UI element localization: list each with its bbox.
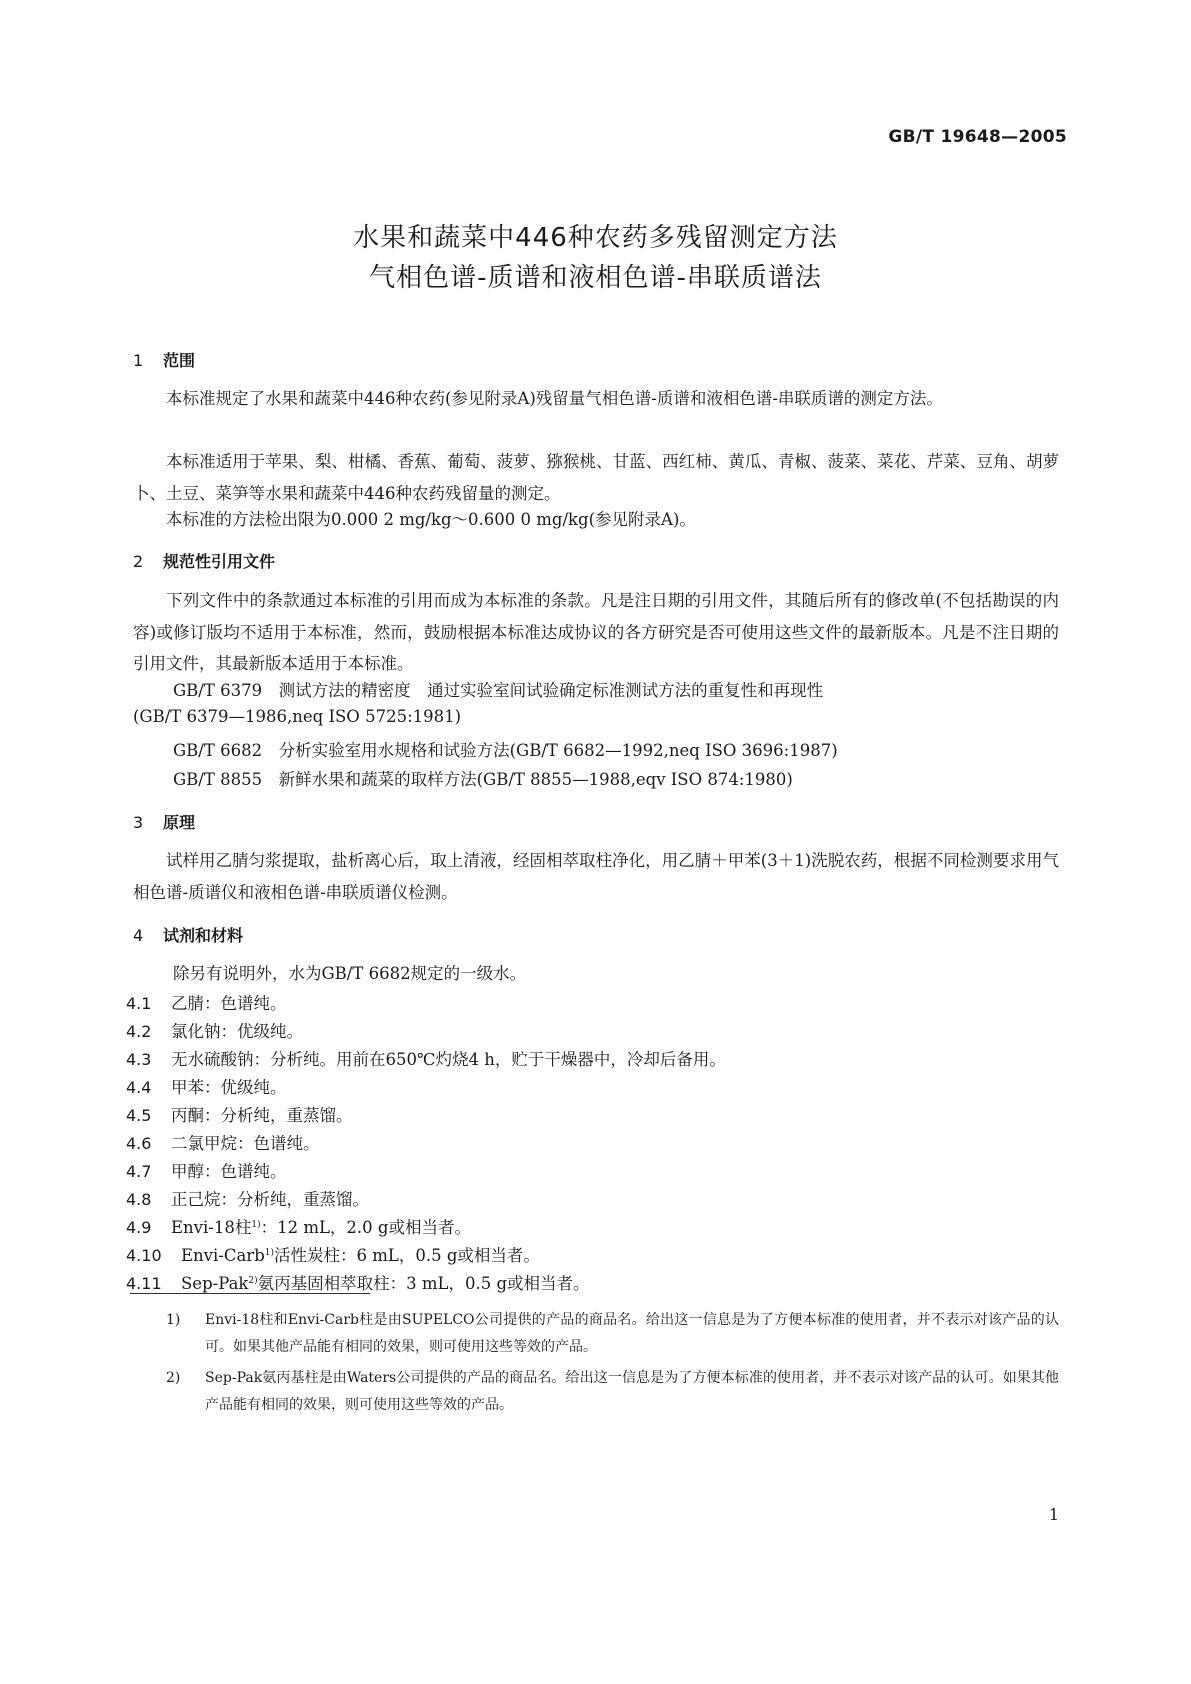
section-number: 3 — [133, 813, 144, 832]
reagent-item — [126, 1214, 471, 1238]
item-number: 4.11 — [126, 1274, 162, 1293]
item-number: 4.7 — [126, 1162, 152, 1181]
section-title: 试剂和材料 — [163, 926, 244, 945]
section-2-paragraph-1: 下列文件中的条款通过本标准的引用而成为本标准的条款。凡是注日期的引用文件，其随后所有的修改单(不包括勘误的内容)或修订版均不适用于本标准，然而，鼓励根据本标准达成协议的各方研究是否可使用这些文件的最新版本。凡是不注日期的引用文件，其最新版本适用于本标准。 — [133, 591, 1059, 673]
section-4-intro: 除另有说明外，水为GB/T 6682规定的一级水。 — [173, 964, 527, 983]
section-1-paragraph-2: 本标准适用于苹果、梨、柑橘、香蕉、葡萄、菠萝、猕猴桃、甘蓝、西红柿、黄瓜、青椒、菠菜、菜花、芹菜、豆角、胡萝卜、土豆、菜笋等水果和蔬菜中446种农药残留量的测定。 — [133, 452, 1059, 503]
item-number: 4.10 — [126, 1246, 162, 1265]
reference-code: GB/T 8855 — [173, 770, 263, 789]
reagent-item — [126, 1074, 287, 1098]
item-number: 4.1 — [126, 994, 152, 1013]
section-number: 4 — [133, 926, 144, 945]
item-text: 甲醇：色谱纯。 — [171, 1162, 287, 1181]
item-text: 正己烷：分析纯，重蒸馏。 — [171, 1190, 369, 1209]
item-text: 氯化钠：优级纯。 — [171, 1022, 303, 1041]
item-number: 4.9 — [126, 1218, 152, 1237]
section-3-heading — [133, 810, 195, 833]
item-text: 活性炭柱：6 mL，0.5 g或相当者。 — [274, 1246, 540, 1265]
reference-gbt-6379 — [173, 677, 823, 701]
item-text: 氨丙基固相萃取柱：3 mL，0.5 g或相当者。 — [257, 1274, 590, 1293]
item-number: 4.6 — [126, 1134, 152, 1153]
section-2-heading — [133, 549, 275, 572]
standard-code: GB/T 19648—2005 — [888, 127, 1067, 147]
reagent-item — [126, 1242, 540, 1266]
reference-gbt-8855 — [173, 766, 793, 790]
reference-gbt-6379-note: (GB/T 6379—1986,neq ISO 5725:1981) — [133, 707, 462, 726]
reference-code: GB/T 6379 — [173, 681, 263, 700]
reagent-item — [126, 1018, 303, 1042]
footnote-1 — [166, 1307, 1059, 1361]
item-number: 4.5 — [126, 1106, 152, 1125]
item-text: 无水硫酸钠：分析纯。用前在650℃灼烧4 h，贮于干燥器中，冷却后备用。 — [171, 1050, 726, 1069]
title-line-2: 气相色谱-质谱和液相色谱-串联质谱法 — [369, 263, 822, 293]
footnote-marker: 1) — [264, 1248, 275, 1258]
reference-gbt-6682 — [173, 737, 838, 761]
item-number: 4.3 — [126, 1050, 152, 1069]
footnote-divider — [130, 1293, 370, 1294]
item-text: ：12 mL，2.0 g或相当者。 — [260, 1218, 471, 1237]
item-text: 二氯甲烷：色谱纯。 — [171, 1134, 320, 1153]
reference-code: GB/T 6682 — [173, 741, 263, 760]
item-text: 丙酮：分析纯，重蒸馏。 — [171, 1106, 353, 1125]
section-3-paragraph-1: 试样用乙腈匀浆提取，盐析离心后，取上清液，经固相萃取柱净化，用乙腈＋甲苯(3＋1)洗脱农药，根据不同检测要求用气相色谱-质谱仪和液相色谱-串联质谱仪检测。 — [133, 851, 1059, 902]
reagent-item — [126, 1270, 590, 1294]
reagent-item — [126, 1158, 287, 1182]
item-name: Envi-Carb — [181, 1246, 265, 1265]
reagent-item — [126, 1046, 726, 1070]
footnote-text: Envi-18柱和Envi-Carb柱是由SUPELCO公司提供的产品的商品名。给出这一信息是为了方便本标准的使用者，并不表示对该产品的认可。如果其他产品能有相同的效果，则可使用这些等效的产品。 — [205, 1312, 1059, 1355]
section-number: 1 — [133, 351, 144, 370]
reference-title: 新鲜水果和蔬菜的取样方法(GB/T 8855—1988,eqv ISO 874:1980) — [278, 770, 793, 789]
reference-title: 分析实验室用水规格和试验方法(GB/T 6682—1992,neq ISO 3696:1987) — [278, 741, 838, 760]
reagent-item — [126, 1186, 369, 1210]
item-text: 甲苯：优级纯。 — [171, 1078, 287, 1097]
footnote-number: 1) — [166, 1312, 181, 1328]
footnote-number: 2) — [166, 1370, 181, 1386]
footnote-marker: 1) — [251, 1220, 261, 1230]
section-title: 范围 — [163, 351, 196, 370]
title-line-1: 水果和蔬菜中446种农药多残留测定方法 — [353, 223, 838, 253]
item-name: Sep-Pak — [181, 1274, 249, 1293]
item-name: Envi-18柱 — [171, 1218, 252, 1237]
section-title: 原理 — [163, 813, 196, 832]
page-number: 1 — [1048, 1505, 1059, 1524]
footnote-marker: 2) — [248, 1276, 258, 1286]
section-1-paragraph-3: 本标准的方法检出限为0.000 2 mg/kg～0.600 0 mg/kg(参见附录A)。 — [166, 510, 696, 529]
reagent-item — [126, 1130, 320, 1154]
item-number: 4.4 — [126, 1078, 152, 1097]
section-4-heading — [133, 923, 243, 946]
section-title: 规范性引用文件 — [163, 552, 276, 571]
item-number: 4.2 — [126, 1022, 152, 1041]
item-text: 乙腈：色谱纯。 — [171, 994, 287, 1013]
reagent-item — [126, 990, 287, 1014]
reagent-item — [126, 1102, 353, 1126]
section-1-heading — [133, 348, 195, 371]
footnote-text: Sep-Pak氨丙基柱是由Waters公司提供的产品的商品名。给出这一信息是为了方便本标准的使用者，并不表示对该产品的认可。如果其他产品能有相同的效果，则可使用这些等效的产品。 — [205, 1370, 1059, 1413]
reference-title: 测试方法的精密度 通过实验室间试验确定标准测试方法的重复性和再现性 — [278, 681, 824, 700]
section-1-paragraph-1: 本标准规定了水果和蔬菜中446种农药(参见附录A)残留量气相色谱-质谱和液相色谱-串联质谱的测定方法。 — [166, 389, 943, 408]
section-number: 2 — [133, 552, 144, 571]
item-number: 4.8 — [126, 1190, 152, 1209]
footnote-2 — [166, 1365, 1059, 1419]
